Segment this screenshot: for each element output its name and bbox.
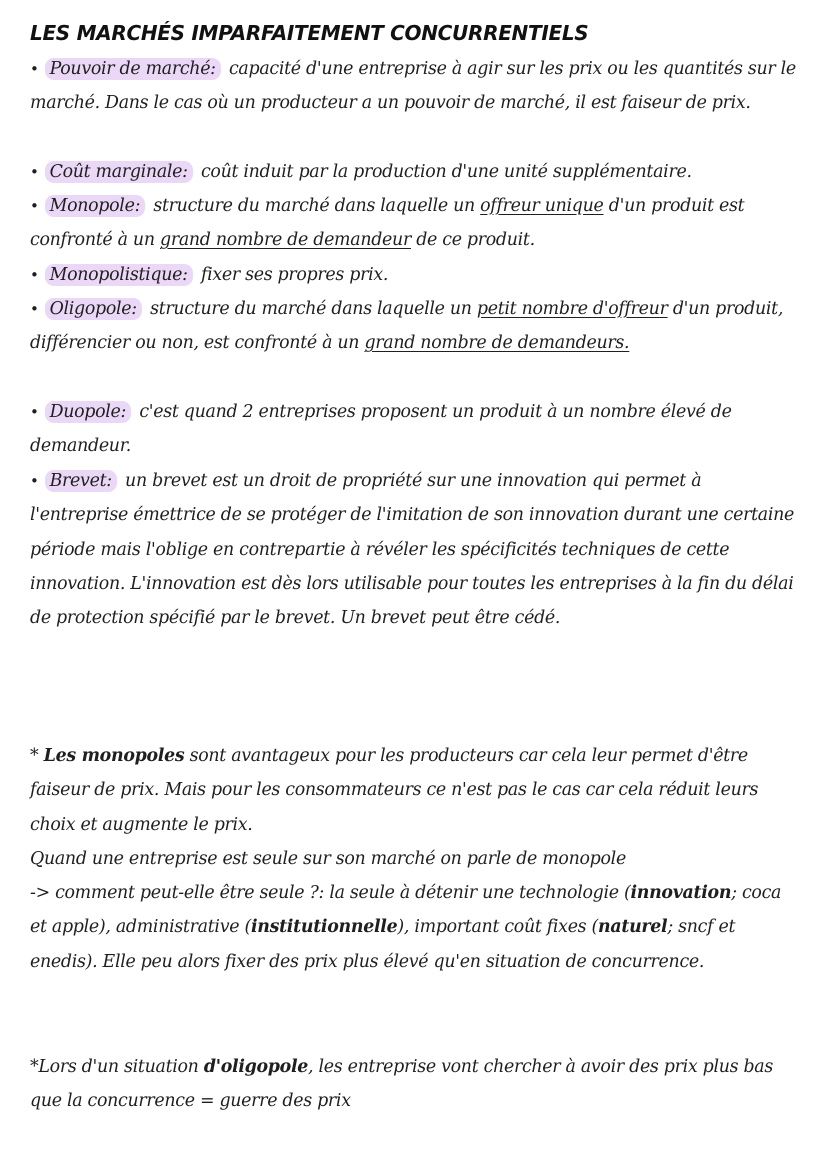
bullet-icon: • xyxy=(30,163,39,181)
bullet-icon: • xyxy=(30,403,39,421)
definition-text: structure du marché dans laquelle un xyxy=(150,299,472,319)
term-highlight: Pouvoir de marché: xyxy=(45,58,221,80)
definition-text: fixer ses propres prix. xyxy=(200,265,389,285)
bold-term: Les monopoles xyxy=(43,746,185,766)
definition-duopole xyxy=(30,395,802,464)
underlined-text: offreur unique xyxy=(480,196,604,216)
definition-text: de ce produit. xyxy=(416,230,535,251)
paragraph-text: sont avantageux pour les producteurs car cela leur permet d'être faiseur de prix. Mais pour les consommateurs ce n'est pas le cas car cela réduit leurs choix et augmente le prix. xyxy=(30,746,759,835)
definition-oligopole xyxy=(30,292,802,361)
underlined-text: grand nombre de demandeurs. xyxy=(364,333,630,354)
definition-pouvoir-de-marche xyxy=(30,52,802,121)
term-highlight: Brevet: xyxy=(45,470,117,492)
definition-text: d'un produit est confronté à un xyxy=(30,196,745,251)
definition-monopole xyxy=(30,189,802,258)
definition-text: capacité d'une entreprise à agir sur les prix ou les quantités sur le marché. Dans le cas où un producteur a un pouvoir de marché, il est faiseur de prix. xyxy=(30,59,796,114)
underlined-text: petit nombre d'offreur xyxy=(476,299,668,319)
definition-monopolistique xyxy=(30,258,802,292)
page-title: LES MARCHÉS IMPARFAITEMENT CONCURRENTIELS xyxy=(30,21,589,45)
bold-term: innovation xyxy=(630,883,732,904)
bullet-icon: • xyxy=(30,197,39,215)
definition-text: un brevet est un droit de propriété sur une innovation qui permet à l'entreprise émettrice de se protéger de l'imitation de son innovation durant une certaine période mais l'oblige en contrepartie à révéler les spécificités techniques de cette innovation. L'innovation est dès lors utilisable pour toutes les entreprises à la fin du délai de protection spécifié par le brevet. Un brevet peut être cédé. xyxy=(30,471,794,629)
paragraph-text: ), important coût fixes ( xyxy=(397,917,599,938)
definition-brevet xyxy=(30,464,802,635)
oligopole-paragraph xyxy=(30,1050,802,1119)
term-highlight: Monopole: xyxy=(45,195,146,217)
bullet-icon: • xyxy=(30,472,39,490)
paragraph-text: Quand une entreprise est seule sur son marché on parle de monopole xyxy=(30,848,626,869)
definition-text: coût induit par la production d'une unité supplémentaire. xyxy=(200,162,692,182)
term-highlight: Oligopole: xyxy=(45,298,142,320)
paragraph-text: -> comment peut-elle être seule ?: la seule à détenir une technologie ( xyxy=(30,883,631,904)
term-highlight: Duopole: xyxy=(45,401,132,423)
paragraph-text: ; coca et apple), administrative ( xyxy=(30,883,782,938)
term-highlight: Monopolistique: xyxy=(45,264,193,286)
bold-term: d'oligopole xyxy=(203,1057,309,1077)
bullet-icon: • xyxy=(30,266,39,284)
paragraph-text: , les entreprise vont chercher à avoir des prix plus bas que la concurrence = guerre des prix xyxy=(30,1057,773,1112)
monopoles-paragraph xyxy=(30,739,802,979)
bullet-icon: • xyxy=(30,300,39,318)
definition-cout-marginale xyxy=(30,155,802,189)
definition-text: d'un produit, différencier ou non, est confronté à un xyxy=(30,299,784,354)
paragraph-text: *Lors d'un situation xyxy=(30,1057,199,1077)
star-marker: * xyxy=(30,746,39,766)
underlined-text: grand nombre de demandeur xyxy=(159,230,411,251)
definition-text: structure du marché dans laquelle un xyxy=(153,196,475,216)
bold-term: institutionnelle xyxy=(250,917,398,938)
paragraph-text: ; sncf et enedis). Elle peu alors fixer des prix plus élevé qu'en situation de concurrence. xyxy=(30,917,736,972)
definition-text: c'est quand 2 entreprises proposent un produit à un nombre élevé de demandeur. xyxy=(30,402,732,457)
term-highlight: Coût marginale: xyxy=(45,161,193,183)
bullet-icon: • xyxy=(30,60,39,78)
bold-term: naturel xyxy=(598,917,668,938)
